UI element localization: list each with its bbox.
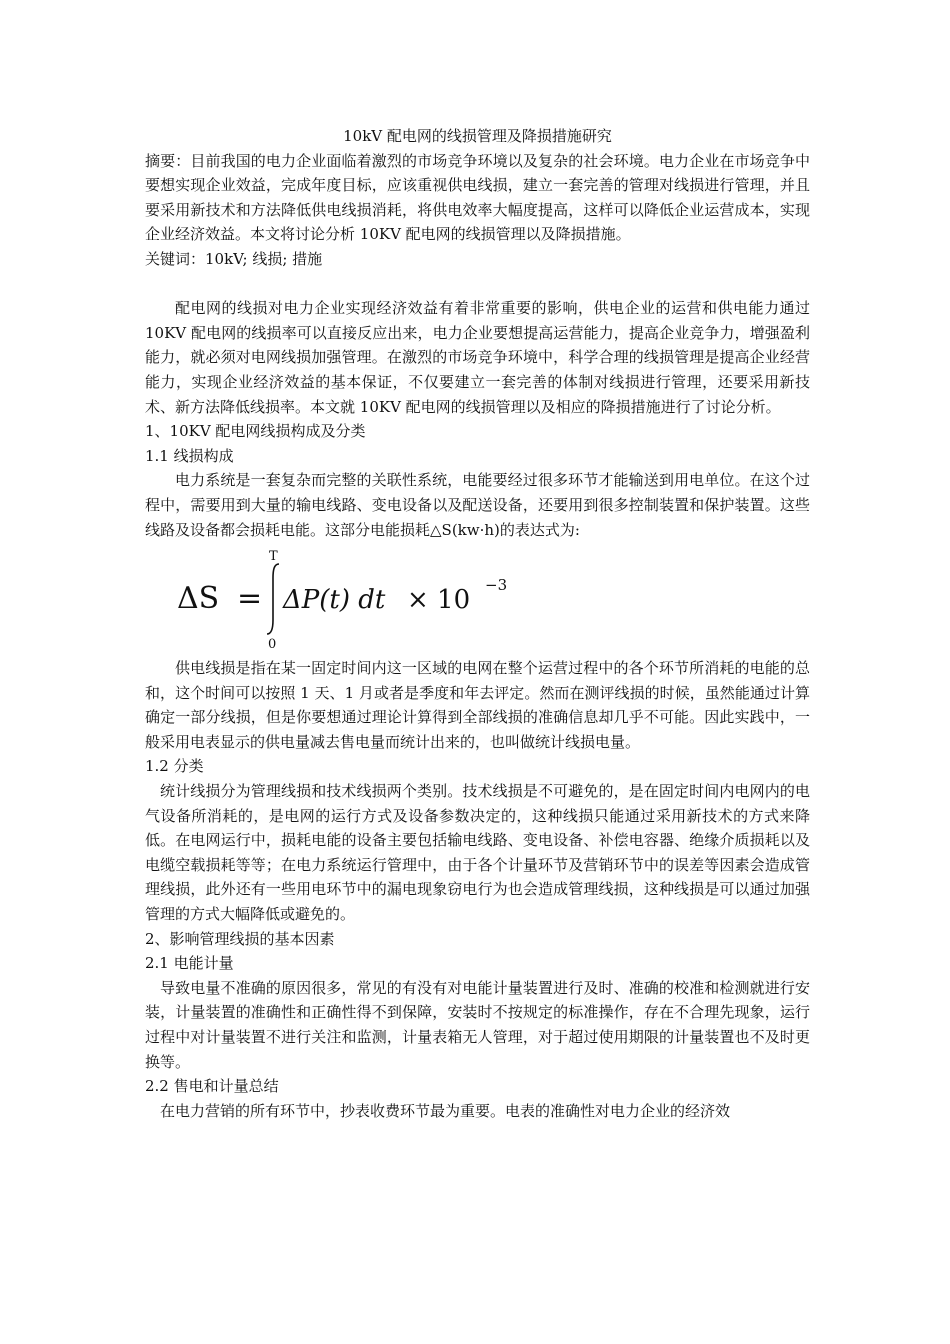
document-title: 10kV 配电网的线损管理及降损措施研究: [343, 127, 612, 145]
formula-lhs: ΔS: [177, 581, 220, 617]
section-1-2-heading: 1.2 分类: [145, 757, 204, 776]
document-page: [145, 124, 810, 1123]
formula-lower-limit: 0: [268, 637, 277, 651]
formula-integrand: ΔP(t) dt: [283, 585, 386, 616]
blank-line: [145, 272, 810, 297]
section-2-1-paragraph: 导致电量不准确的原因很多，常见的有没有对电能计量装置进行及时、准确的校准和检测就进行安装，计量装置的准确性和正确性得不到保障，安装时不按规定的标准操作，存在不合理先现象，运行过程中对计量装置不进行关注和监测，计量表箱无人管理，对于超过使用期限的计量装置也不及时更换等。: [145, 978, 810, 1071]
section-1-1-heading: 1.1 线损构成: [145, 446, 234, 465]
section-1-2-paragraph: 统计线损分为管理线损和技术线损两个类别。技术线损是不可避免的，是在固定时间内电网内的电气设备所消耗的，是电网的运行方式及设备参数决定的，这种线损只能通过采用新技术的方式来降低。在电网运行中，损耗电能的设备主要包括输电线路、变电设备、补偿电容器、绝缘介质损耗以及电缆空载损耗等等；在电力系统运行管理中，由于各个计量环节及营销环节中的误差等因素会造成管理线损，此外还有一些用电环节中的漏电现象窃电行为也会造成管理线损，这种线损是可以通过加强管理的方式大幅降低或避免的。: [145, 782, 810, 924]
section-2-heading: 2、影响管理线损的基本因素: [145, 929, 335, 948]
formula-times: × 10: [407, 585, 471, 616]
section-2-2-paragraph: 在电力营销的所有环节中，抄表收费环节最为重要。电表的准确性对电力企业的经济效: [160, 1101, 731, 1120]
formula-graphic: [175, 550, 515, 650]
section-1-1-paragraph: 电力系统是一套复杂而完整的关联性系统，电能要经过很多环节才能输送到用电单位。在这个过程中，需要用到大量的输电线路、变电设备以及配送设备，还要用到很多控制装置和保护装置。这些线路及设备都会损耗电能。这部分电能损耗△S(kw·h)的表达式为:: [145, 471, 810, 539]
section-1-heading: 1、10KV 配电网线损构成及分类: [145, 422, 366, 441]
section-2-2-heading: 2.2 售电和计量总结: [145, 1077, 279, 1096]
keywords: 关键词：10kV; 线损; 措施: [145, 249, 323, 268]
formula-equals: =: [237, 581, 263, 617]
formula-exponent: −3: [485, 576, 508, 595]
integral-sign: [267, 564, 279, 634]
section-2-1-heading: 2.1 电能计量: [145, 954, 234, 973]
loss-formula: [145, 550, 810, 650]
abstract: 摘要：目前我国的电力企业面临着激烈的市场竞争环境以及复杂的社会环境。电力企业在市场竞争中要想实现企业效益，完成年度目标，应该重视供电线损，建立一套完善的管理对线损进行管理，并且要采用新技术和方法降低供电线损消耗，将供电效率大幅度提高，这样可以降低企业运营成本，实现企业经济效益。本文将讨论分析 10KV 配电网的线损管理以及降损措施。: [145, 151, 810, 244]
formula-upper-limit: T: [269, 550, 278, 565]
section-1-1-paragraph-2: 供电线损是指在某一固定时间内这一区域的电网在整个运营过程中的各个环节所消耗的电能的总和，这个时间可以按照 1 天、1 月或者是季度和年去评定。然而在测评线损的时候，虽然能通过计算确定一部分线损，但是你要想通过理论计算得到全部线损的准确信息却几乎不可能。因此实践中，一般采用电表显示的供电量减去售电量而统计出来的，也叫做统计线损电量。: [145, 659, 810, 751]
intro-paragraph: 配电网的线损对电力企业实现经济效益有着非常重要的影响，供电企业的运营和供电能力通过 10KV 配电网的线损率可以直接反应出来，电力企业要想提高运营能力，提高企业竞争力，增强盈利能力，就必须对电网线损加强管理。在激烈的市场竞争环境中，科学合理的线损管理是提高企业经营能力，实现企业经济效益的基本保证，不仅要建立一套完善的体制对线损进行管理，还要采用新技术、新方法降低线损率。本文就 10KV 配电网的线损管理以及相应的降损措施进行了讨论分析。: [145, 299, 810, 416]
